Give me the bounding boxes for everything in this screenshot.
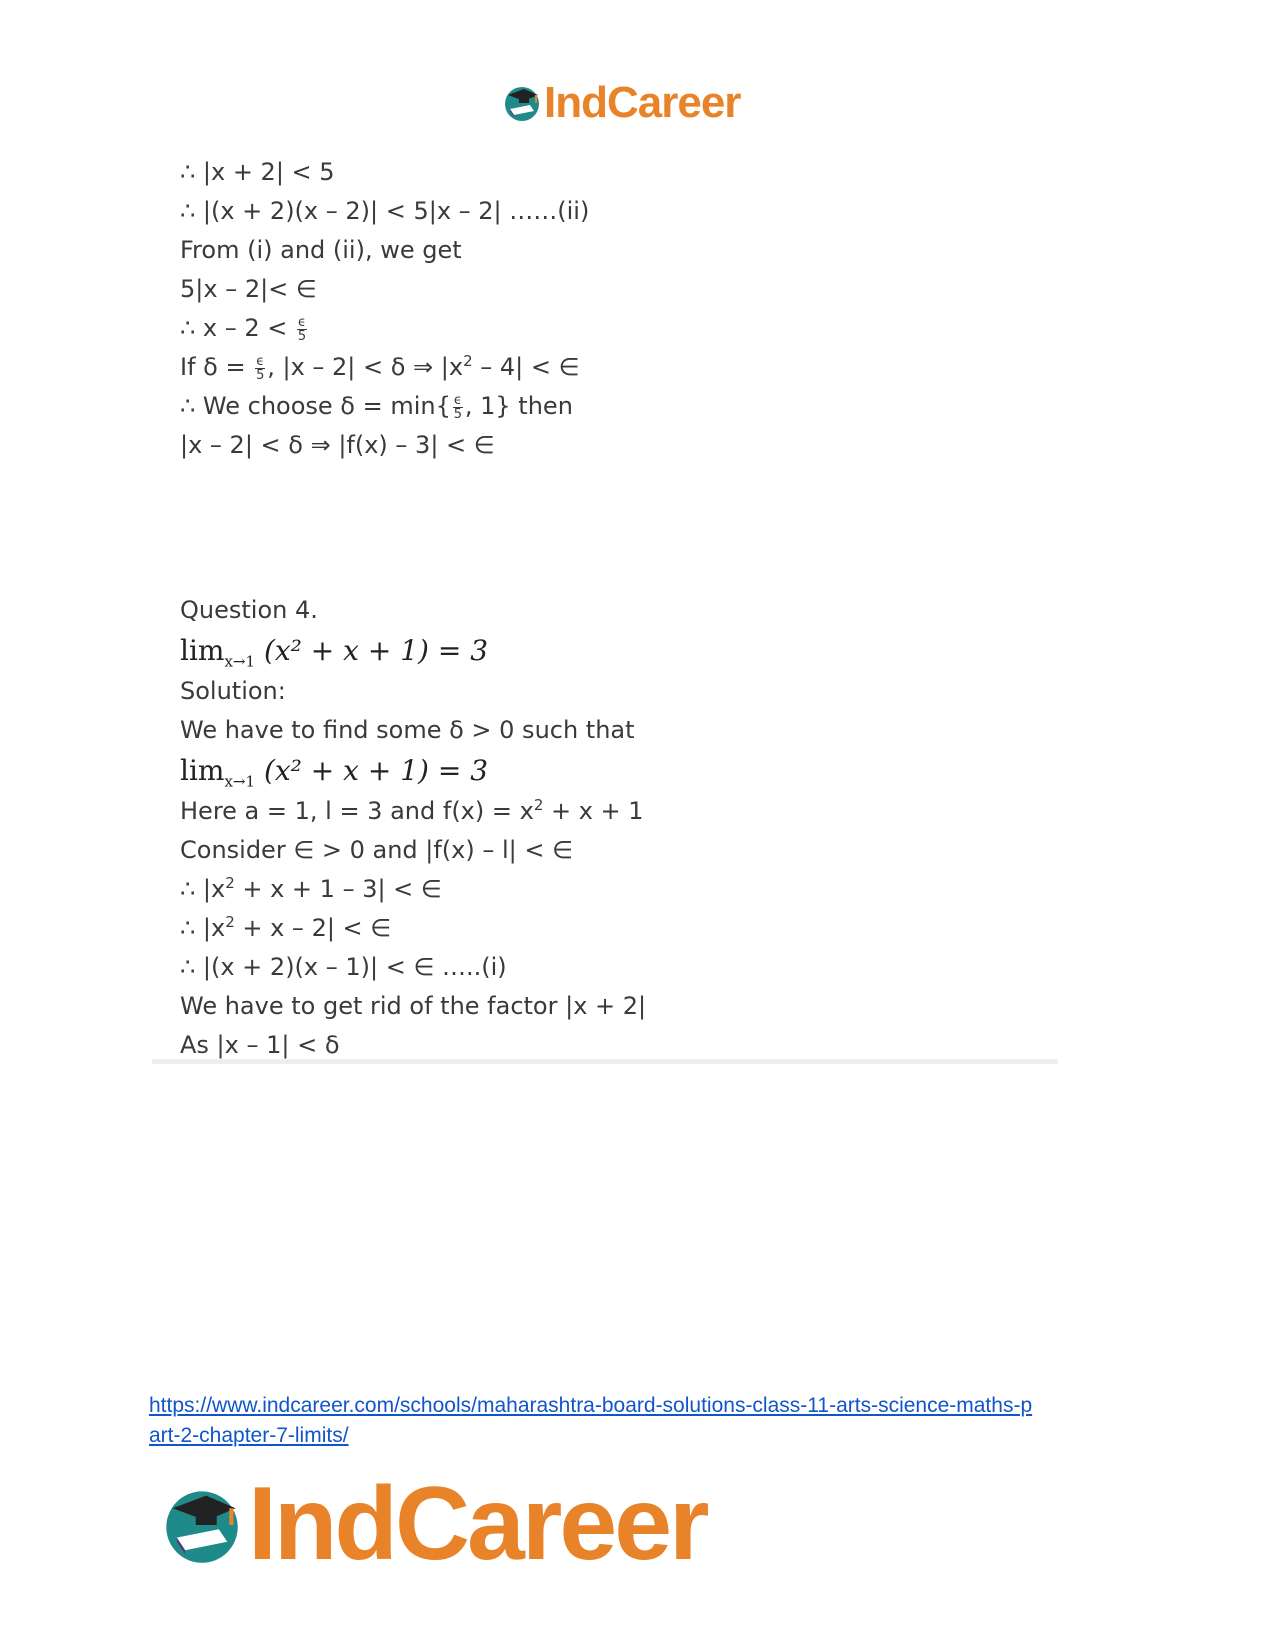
superscript: 2 xyxy=(463,352,473,370)
superscript: 2 xyxy=(225,874,235,892)
content-divider xyxy=(152,1059,1058,1064)
text-line: As |x – 1| < δ xyxy=(180,1031,340,1059)
brand-name: IndCareer xyxy=(544,78,741,127)
text-line: |x – 2| < δ ⇒ |f(x) – 3| < ∈ xyxy=(180,431,495,459)
text-line-step1 xyxy=(180,870,1060,909)
source-link-line: art-2-chapter-7-limits/ xyxy=(149,1424,349,1447)
text-segment: ∴ |x xyxy=(180,875,226,903)
spacer xyxy=(180,465,1060,591)
graduation-book-icon xyxy=(160,1483,244,1567)
limit-body: (x² + x + 1) = 3 xyxy=(263,634,489,667)
superscript: 2 xyxy=(533,796,544,814)
fraction-denominator: 5 xyxy=(297,328,307,344)
solution-label: Solution: xyxy=(180,677,286,705)
text-segment: , 1} then xyxy=(464,392,573,420)
source-link-line: https://www.indcareer.com/schools/maharashtra-board-solutions-class-11-arts-science-maths-p xyxy=(149,1394,1033,1417)
lim-operator: lim xyxy=(180,634,225,667)
text-line: ∴ |(x + 2)(x – 1)| < ∈ …..(i) xyxy=(180,953,507,981)
limit-body: (x² + x + 1) = 3 xyxy=(263,754,489,787)
question-title: Question 4. xyxy=(180,596,318,624)
text-line: Consider ∈ > 0 and |f(x) – l| < ∈ xyxy=(180,836,574,864)
lim-subscript: x→1 xyxy=(224,772,256,791)
header-logo xyxy=(502,78,740,128)
graduation-book-icon xyxy=(502,83,542,123)
text-line: ∴ |x + 2| < 5 xyxy=(180,158,335,186)
solution-content xyxy=(180,153,1060,1065)
fraction xyxy=(297,316,307,343)
superscript: 2 xyxy=(225,913,235,931)
text-line: 5|x – 2|< ∈ xyxy=(180,275,317,303)
fraction-numerator: ϵ xyxy=(256,353,265,369)
fraction-numerator: ϵ xyxy=(453,392,462,408)
fraction-numerator: ϵ xyxy=(298,314,306,330)
text-line: ∴ |(x + 2)(x – 2)| < 5|x – 2| ……(ii) xyxy=(180,197,590,225)
limit-expression xyxy=(180,630,1060,672)
text-segment: – 4| < ∈ xyxy=(472,353,580,381)
text-line-here xyxy=(180,792,1060,831)
brand-name: IndCareer xyxy=(248,1466,707,1582)
text-segment: If δ = xyxy=(180,353,254,381)
fraction xyxy=(255,355,265,382)
fraction-denominator: 5 xyxy=(453,406,463,422)
text-line-if-delta xyxy=(180,348,1060,387)
text-segment: + x + 1 – 3| < ∈ xyxy=(234,875,442,903)
text-segment: , |x – 2| < δ ⇒ |x xyxy=(267,353,464,381)
lim-operator: lim xyxy=(180,754,225,787)
text-line-choose-delta xyxy=(180,387,1060,426)
limit-expression xyxy=(180,750,1060,792)
text-segment: ∴ x – 2 < xyxy=(180,314,295,342)
text-segment: ∴ |x xyxy=(180,914,226,942)
text-line: We have to find some δ > 0 such that xyxy=(180,716,635,744)
text-segment: Here a = 1, l = 3 and f(x) = x xyxy=(180,797,534,825)
text-line: From (i) and (ii), we get xyxy=(180,236,462,264)
text-line-x-minus-2 xyxy=(180,309,1060,348)
text-line: We have to get rid of the factor |x + 2| xyxy=(180,992,647,1020)
source-link[interactable] xyxy=(149,1391,1032,1451)
text-segment: + x – 2| < ∈ xyxy=(234,914,392,942)
footer-logo xyxy=(160,1465,707,1584)
fraction-denominator: 5 xyxy=(256,367,265,383)
text-segment: ∴ We choose δ = min{ xyxy=(180,392,451,420)
fraction xyxy=(453,394,463,421)
text-line-step2 xyxy=(180,909,1060,948)
lim-subscript: x→1 xyxy=(224,652,256,671)
text-segment: + x + 1 xyxy=(543,797,644,825)
